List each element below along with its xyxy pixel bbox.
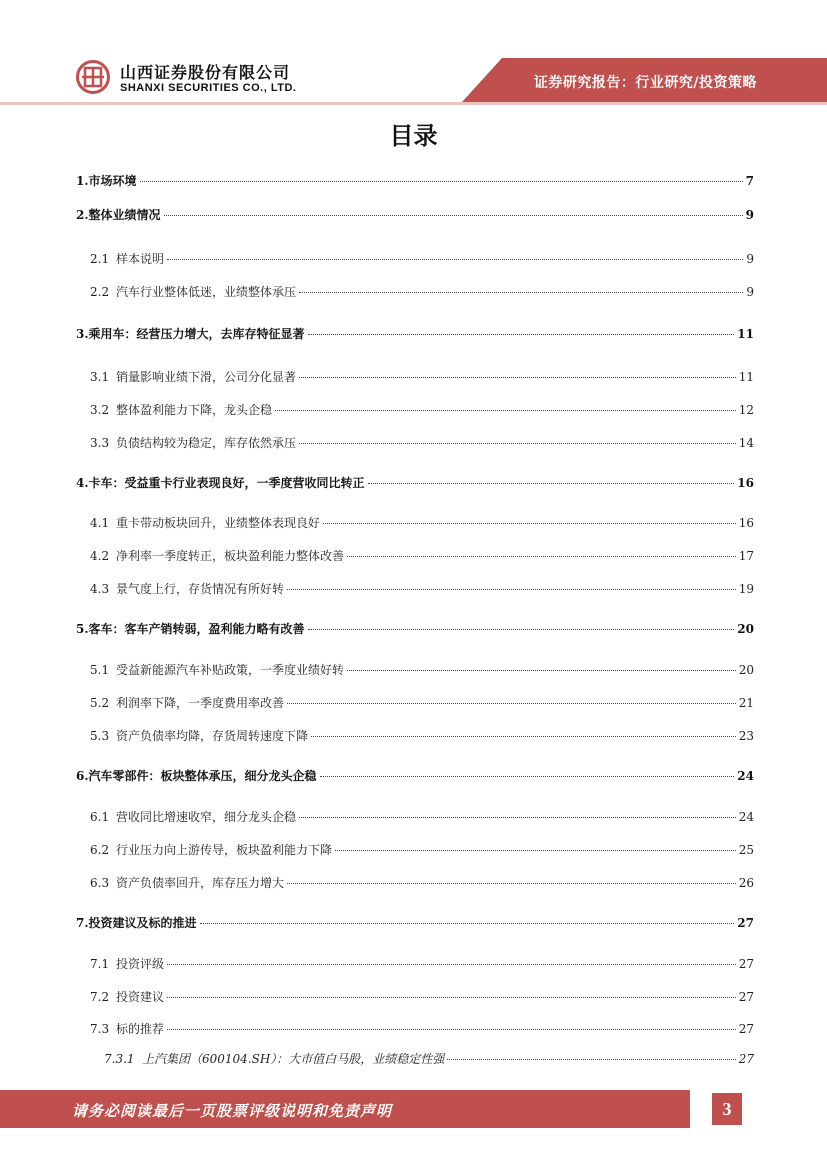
toc-entry-number: 7.2 <box>90 990 110 1004</box>
toc-entry-number: 4.3 <box>90 582 110 596</box>
toc-entry-page: 17 <box>738 549 754 563</box>
toc-entry[interactable] <box>76 514 754 531</box>
company-name-en: SHANXI SECURITIES CO., LTD. <box>120 82 297 94</box>
toc-entry-page: 16 <box>737 476 754 490</box>
toc-leader-dots <box>335 850 736 851</box>
toc-entry-label <box>90 283 296 300</box>
toc-entry-text: 行业压力向上游传导，板块盈利能力下降 <box>116 843 333 857</box>
toc-entry[interactable] <box>76 434 754 451</box>
toc-entry-number: 6.3 <box>90 876 110 890</box>
toc-entry-label <box>90 955 164 972</box>
toc-leader-dots <box>287 589 736 590</box>
toc-leader-dots <box>447 1059 735 1060</box>
toc-leader-dots <box>140 181 743 182</box>
toc-entry-label <box>90 368 296 385</box>
toc-entry-number: 6.2 <box>90 843 110 857</box>
toc-leader-dots <box>167 964 736 965</box>
toc-entry-label <box>90 514 320 531</box>
toc-leader-dots <box>311 736 736 737</box>
toc-entry-label <box>104 1050 444 1067</box>
toc-entry-label <box>90 841 332 858</box>
toc-entry-page: 16 <box>738 516 754 530</box>
toc-entry[interactable] <box>76 172 754 189</box>
toc-entry-text: 负债结构较为稳定，库存依然承压 <box>116 436 297 450</box>
toc-entry-page: 9 <box>746 285 754 299</box>
toc-entry-number: 4.2 <box>90 549 110 563</box>
toc-entry-text: 上汽集团（600104.SH）：大市值白马股，业绩稳定性强 <box>142 1052 445 1066</box>
toc-leader-dots <box>299 817 736 818</box>
page-header <box>0 0 827 110</box>
toc-entry-page: 11 <box>738 370 754 384</box>
toc-entry[interactable] <box>76 988 754 1005</box>
toc-entry[interactable] <box>76 206 754 223</box>
toc-entry[interactable] <box>76 580 754 597</box>
toc-entry-label <box>76 767 317 784</box>
toc-entry-number: 7.3 <box>90 1022 110 1036</box>
toc-entry-page: 24 <box>737 769 754 783</box>
toc-entry-label <box>90 988 164 1005</box>
toc-entry[interactable] <box>76 767 754 784</box>
toc-entry-number: 3.2 <box>90 403 110 417</box>
toc-entry-text: 标的推荐 <box>116 1022 165 1036</box>
toc-leader-dots <box>164 215 743 216</box>
toc-entry-page: 27 <box>738 957 754 971</box>
toc-entry[interactable] <box>76 368 754 385</box>
toc-entry-text: 销量影响业绩下滑，公司分化显著 <box>116 370 297 384</box>
toc-leader-dots <box>299 377 736 378</box>
toc-entry-text: 营收同比增速收窄，细分龙头企稳 <box>116 810 297 824</box>
toc-entry-page: 27 <box>737 916 754 930</box>
toc-entry-page: 25 <box>738 843 754 857</box>
toc-entry-label <box>76 206 161 223</box>
toc-entry[interactable] <box>76 325 754 342</box>
toc-leader-dots <box>347 670 736 671</box>
toc-leader-dots <box>275 410 736 411</box>
toc-entry-text: 4.卡车：受益重卡行业表现良好，一季度营收同比转正 <box>76 476 365 490</box>
toc-entry-label <box>90 874 284 891</box>
toc-entry-number: 4.1 <box>90 516 110 530</box>
company-logo-icon <box>76 60 110 94</box>
toc-entry-text: 2.整体业绩情况 <box>76 208 161 222</box>
toc-entry[interactable] <box>76 1050 754 1067</box>
toc-entry-text: 资产负债率回升，库存压力增大 <box>116 876 285 890</box>
toc-entry-label <box>90 580 284 597</box>
toc-entry-page: 11 <box>737 327 754 341</box>
toc-entry-number: 5.3 <box>90 729 110 743</box>
toc-entry[interactable] <box>76 620 754 637</box>
toc-entry-page: 20 <box>737 622 754 636</box>
toc-entry-page: 12 <box>738 403 754 417</box>
toc-leader-dots <box>287 883 736 884</box>
toc-entry[interactable] <box>76 661 754 678</box>
toc-leader-dots <box>320 776 735 777</box>
toc-entry-label <box>90 694 284 711</box>
toc-leader-dots <box>200 923 735 924</box>
toc-entry-text: 整体盈利能力下降，龙头企稳 <box>116 403 273 417</box>
report-type: 证券研究报告：行业研究/投资策略 <box>533 75 757 91</box>
toc-entry-number: 7.1 <box>90 957 110 971</box>
toc-entry[interactable] <box>76 250 754 267</box>
header-divider <box>0 102 827 105</box>
toc-leader-dots <box>308 629 735 630</box>
toc-entry-label <box>76 172 137 189</box>
toc-entry[interactable] <box>76 874 754 891</box>
toc-entry[interactable] <box>76 727 754 744</box>
toc-entry-page: 9 <box>746 252 754 266</box>
toc-entry-label <box>90 250 164 267</box>
toc-entry-number: 2.1 <box>90 252 110 266</box>
toc-entry-label <box>90 661 344 678</box>
toc-entry-label <box>90 1020 164 1037</box>
toc-entry[interactable] <box>76 808 754 825</box>
toc-entry-label <box>90 434 296 451</box>
toc-entry-page: 7 <box>745 174 754 188</box>
toc-entry-text: 投资建议 <box>116 990 165 1004</box>
toc-entry-text: 重卡带动板块回升，业绩整体表现良好 <box>116 516 321 530</box>
toc-leader-dots <box>308 334 735 335</box>
toc-entry-number: 3.1 <box>90 370 110 384</box>
toc-entry-text: 受益新能源汽车补贴政策，一季度业绩好转 <box>116 663 345 677</box>
toc-leader-dots <box>167 1029 736 1030</box>
toc-entry-text: 6.汽车零部件：板块整体承压，细分龙头企稳 <box>76 769 317 783</box>
company-name-cn: 山西证券股份有限公司 <box>120 63 291 82</box>
toc-entry-text: 3.乘用车：经营压力增大，去库存特征显著 <box>76 327 305 341</box>
toc-entry-number: 7.3.1 <box>104 1052 135 1066</box>
toc-entry-page: 19 <box>738 582 754 596</box>
toc-leader-dots <box>299 443 736 444</box>
toc-entry-label <box>76 914 197 931</box>
page-number: 3 <box>712 1093 742 1125</box>
toc-leader-dots <box>323 523 736 524</box>
toc-entry[interactable] <box>76 547 754 564</box>
toc-entry-label <box>76 474 365 491</box>
toc-leader-dots <box>287 703 736 704</box>
toc-entry-label <box>90 727 308 744</box>
toc-entry-number: 5.1 <box>90 663 110 677</box>
toc-entry-number: 2.2 <box>90 285 110 299</box>
toc-entry[interactable] <box>76 401 754 418</box>
page-title: 目录 <box>389 122 438 150</box>
toc-entry[interactable] <box>76 694 754 711</box>
toc-entry-page: 9 <box>745 208 754 222</box>
toc-entry-number: 6.1 <box>90 810 110 824</box>
toc-entry-number: 5.2 <box>90 696 110 710</box>
toc-entry-page: 20 <box>738 663 754 677</box>
toc-entry[interactable] <box>76 1020 754 1037</box>
toc-entry-page: 27 <box>738 990 754 1004</box>
toc-entry-text: 样本说明 <box>116 252 165 266</box>
toc-entry-label <box>90 401 272 418</box>
toc-entry-page: 23 <box>738 729 754 743</box>
toc-leader-dots <box>167 997 736 998</box>
toc-entry-text: 汽车行业整体低迷，业绩整体承压 <box>116 285 297 299</box>
toc-entry-page: 26 <box>738 876 754 890</box>
toc-entry[interactable] <box>76 283 754 300</box>
toc-entry-text: 利润率下降，一季度费用率改善 <box>116 696 285 710</box>
toc-leader-dots <box>167 259 743 260</box>
toc-entry-page: 27 <box>738 1052 754 1066</box>
toc-entry-text: 资产负债率均降，存货周转速度下降 <box>116 729 309 743</box>
toc-entry-page: 27 <box>738 1022 754 1036</box>
toc-entry-page: 21 <box>738 696 754 710</box>
toc-entry-text: 投资评级 <box>116 957 165 971</box>
toc-entry-page: 24 <box>738 810 754 824</box>
toc-entry-number: 3.3 <box>90 436 110 450</box>
toc-entry-text: 景气度上行，存货情况有所好转 <box>116 582 285 596</box>
toc-entry-text: 净利率一季度转正，板块盈利能力整体改善 <box>116 549 345 563</box>
toc-leader-dots <box>299 292 743 293</box>
toc-entry-text: 1.市场环境 <box>76 174 137 188</box>
toc-entry-text: 7.投资建议及标的推进 <box>76 916 197 930</box>
toc-entry[interactable] <box>76 474 754 491</box>
toc-entry-page: 14 <box>738 436 754 450</box>
toc-leader-dots <box>347 556 736 557</box>
toc-entry-text: 5.客车：客车产销转弱，盈利能力略有改善 <box>76 622 305 636</box>
toc-entry-label <box>90 547 344 564</box>
toc-entry[interactable] <box>76 841 754 858</box>
toc-leader-dots <box>368 483 735 484</box>
toc-entry-label <box>90 808 296 825</box>
toc-entry-label <box>76 620 305 637</box>
toc-entry[interactable] <box>76 955 754 972</box>
toc-entry-label <box>76 325 305 342</box>
toc-entry[interactable] <box>76 914 754 931</box>
footer-disclaimer: 请务必阅读最后一页股票评级说明和免责声明 <box>72 1102 393 1120</box>
